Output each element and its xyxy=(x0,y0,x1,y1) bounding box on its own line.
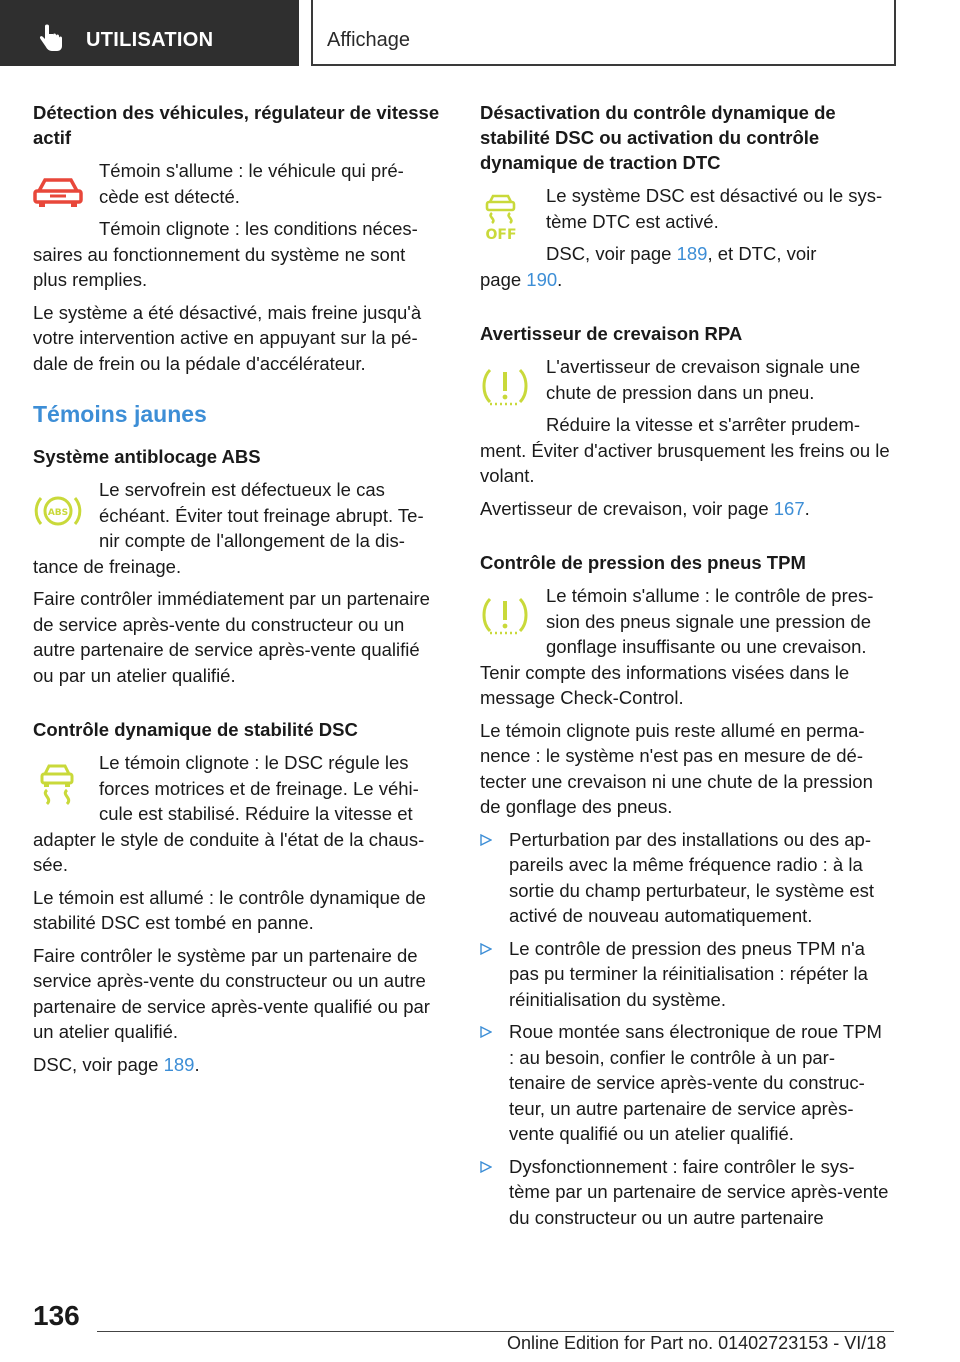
abs-indicator xyxy=(33,477,443,554)
dsc-off-icon xyxy=(480,192,524,242)
tpm-bullet-list xyxy=(480,827,890,1231)
triangle-bullet-icon xyxy=(480,834,492,846)
dsc-off-indicator xyxy=(480,183,890,267)
dsc-skid-icon xyxy=(33,760,81,808)
abs-p1b: tance de freinage. xyxy=(33,555,182,577)
left-column xyxy=(33,100,443,1084)
detection-title: Détection des véhicules, régulateur de vitesse actif xyxy=(33,102,440,148)
list-item: Le contrôle de pression des pneus TPM n'a pas pu terminer la réinitialisation : répéter la réinitialisation du système. xyxy=(480,936,890,1013)
dsc-page-link[interactable]: 189 xyxy=(163,1053,195,1075)
dsc-title: Contrôle dynamique de stabilité DSC xyxy=(33,719,358,740)
dsc-reference: DSC, voir page 189. xyxy=(33,1053,200,1075)
dsc-p1b: adapter le style de conduite à l'état de la chaus-sée. xyxy=(33,828,425,875)
rpa-p1: L'avertisseur de crevaison signale une chute de pression dans un pneu. xyxy=(546,356,861,403)
footer-divider xyxy=(97,1331,894,1332)
right-column xyxy=(480,100,890,1237)
rpa-p2b: ment. Éviter d'activer brusquement les freins ou le volant. xyxy=(480,439,890,486)
detection-p1: Témoin s'allume : le véhicule qui pré-cède est détecté. xyxy=(99,160,404,207)
triangle-bullet-icon xyxy=(480,1026,492,1038)
dsc-off-p2c: page 190. xyxy=(480,268,563,290)
tpm-p1a: Le témoin s'allume : le contrôle de pres-sion des pneus signale une pression de gonflage insuffisante ou une crevaison. xyxy=(546,585,874,657)
triangle-bullet-icon xyxy=(480,1161,492,1173)
svg-text:OFF: OFF xyxy=(485,227,517,242)
dsc-off-title: Désactivation du contrôle dynamique de stabilité DSC ou activation du contrôle dynamique de traction DTC xyxy=(480,102,836,173)
abs-warning-icon xyxy=(33,491,83,531)
hand-pointer-icon xyxy=(36,24,66,54)
abs-title: Système antiblocage ABS xyxy=(33,446,261,467)
tire-pressure-monitor-icon xyxy=(480,595,530,639)
dsc-off-p1: Le système DSC est désactivé ou le sys-tème DTC est activé. xyxy=(546,185,883,232)
list-item: Roue montée sans électronique de roue TPM : au besoin, confier le contrôle à un par-tenaire de service après-vente du construc-teur, un autre partenaire de service après-vente qualifié ou un atelier qualifié. xyxy=(480,1019,890,1147)
dsc-off-p2a: DSC, voir page 189, et DTC, voir xyxy=(546,243,817,264)
tpm-indicator xyxy=(480,583,890,660)
section-label: UTILISATION xyxy=(86,29,214,51)
rpa-reference: Avertisseur de crevaison, voir page 167. xyxy=(480,497,810,519)
dsc-p3: Faire contrôler le système par un partenaire de service après-vente du constructeur ou un autre partenaire de service après-vente qualifié ou par un atelier qualifié. xyxy=(33,944,430,1042)
chapter-label: Affichage xyxy=(327,29,411,51)
yellow-lights-heading: Témoins jaunes xyxy=(33,401,207,427)
tire-pressure-warning-icon xyxy=(480,366,530,410)
tpm-p2: Le témoin clignote puis reste allumé en perma-nence : le système n'est pas en mesure de dé-tecter une crevaison ni une chute de la pression de gonflage des pneus. xyxy=(480,719,873,817)
page-number: 136 xyxy=(33,1300,80,1331)
dsc-indicator xyxy=(33,750,443,827)
detection-p2b: saires au fonctionnement du système ne sont plus remplies. xyxy=(33,243,406,290)
section-tab xyxy=(0,0,299,66)
svg-text:ABS: ABS xyxy=(47,508,69,518)
detection-indicator xyxy=(33,158,443,242)
tpm-p1b: Tenir compte des informations visées dans le message Check-Control. xyxy=(480,661,850,708)
chapter-tab xyxy=(311,0,896,66)
rpa-title: Avertisseur de crevaison RPA xyxy=(480,323,743,344)
tpm-title: Contrôle de pression des pneus TPM xyxy=(480,552,806,573)
detection-p3: Le système a été désactivé, mais freine jusqu'à votre intervention active en appuyant sur la pé-dale de frein ou la pédale d'accélérateur. xyxy=(33,301,422,374)
triangle-bullet-icon xyxy=(480,943,492,955)
list-item: Dysfonctionnement : faire contrôler le sys-tème par un partenaire de service après-vente du constructeur ou un autre partenaire xyxy=(480,1154,890,1231)
vehicle-detected-icon xyxy=(33,175,83,209)
dsc-p1a: Le témoin clignote : le DSC régule les forces motrices et de freinage. Le véhi-cule est stabilisé. Réduire la vitesse et xyxy=(99,752,419,824)
edition-text: Online Edition for Part no. 01402723153 - VI/18 xyxy=(507,1333,887,1353)
abs-p1a: Le servofrein est défectueux le cas échéant. Éviter tout freinage abrupt. Te-nir compte de l'allongement de la dis- xyxy=(99,479,424,551)
list-item: Perturbation par des installations ou des ap-pareils avec la même fréquence radio : à la sortie du champ perturbateur, le système est activé de nouveau automatiquement. xyxy=(480,827,890,929)
rpa-indicator xyxy=(480,354,890,438)
rpa-p2a: Réduire la vitesse et s'arrêter prudem- xyxy=(546,414,861,435)
abs-p2: Faire contrôler immédiatement par un partenaire de service après-vente du constructeur ou un autre partenaire de service après-vente qualifié ou par un atelier qualifié. xyxy=(33,588,430,686)
detection-p2a: Témoin clignote : les conditions néces- xyxy=(99,218,418,239)
rpa-page-link[interactable]: 167 xyxy=(773,497,805,519)
dsc-page-link-2[interactable]: 189 xyxy=(676,243,708,264)
dtc-page-link[interactable]: 190 xyxy=(526,268,558,290)
dsc-p2: Le témoin est allumé : le contrôle dynamique de stabilité DSC est tombé en panne. xyxy=(33,886,426,933)
page-header xyxy=(0,0,960,66)
